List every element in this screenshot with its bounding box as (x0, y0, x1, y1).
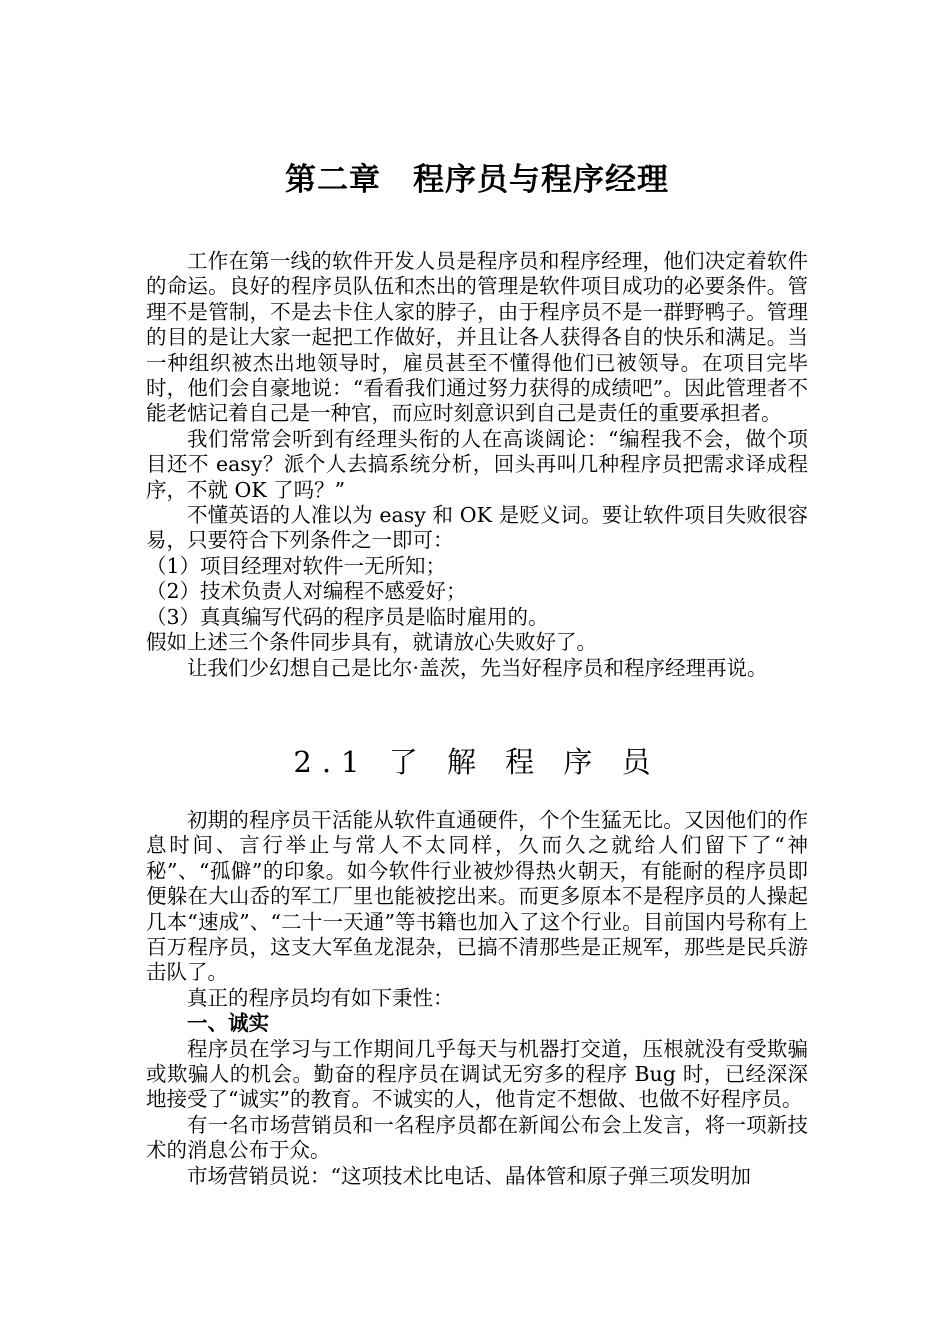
intro-paragraph-5: 让我们少幻想自己是比尔·盖茨，先当好程序员和程序经理再说。 (187, 655, 768, 680)
section-body (146, 808, 808, 1189)
intro-paragraph-4: 假如上述三个条件同步具有，就请放心失败好了。 (146, 630, 597, 655)
condition-item-2: （2）技术负责人对编程不感爱好； (146, 579, 467, 604)
condition-item-1: （1）项目经理对软件一无所知； (146, 553, 447, 578)
section-paragraph-1: 初期的程序员干活能从软件直通硬件，个个生猛无比。又因他们的作息时间、言行举止与常人不太同样，久而久之就给人们留下了“神秘”、“孤僻”的印象。如今软件行业被炒得热火朝天，有能耐的程序员即便躲在大山岙的军工厂里也能被挖出来。而更多原本不是程序员的人操起几本“速成”、“二十一天通”等书籍也加入了这个行业。目前国内号称有上百万程序员，这支大军鱼龙混杂，已搞不清那些是正规军，那些是民兵游击队了。 (146, 808, 808, 985)
section-paragraph-5: 市场营销员说：“这项技术比电话、晶体管和原子弹三项发明加 (187, 1163, 751, 1188)
section-paragraph-3: 程序员在学习与工作期间几乎每天与机器打交道，压根就没有受欺骗或欺骗人的机会。勤奋的程序员在调试无穷多的程序 Bug 时，已经深深地接受了“诚实”的教育。不诚实的人，他肯定不想做、也做不好程序员。 (146, 1036, 808, 1112)
subheading-honesty: 一、诚实 (187, 1011, 269, 1036)
section-paragraph-4: 有一名市场营销员和一名程序员都在新闻公布会上发言，将一项新技术的消息公布于众。 (146, 1112, 808, 1163)
intro-paragraph-1: 工作在第一线的软件开发人员是程序员和程序经理，他们决定着软件的命运。良好的程序员队伍和杰出的管理是软件项目成功的必要条件。管理不是管制，不是去卡住人家的脖子，由于程序员不是一群野鸭子。管理的目的是让大家一起把工作做好，并且让各人获得各自的快乐和满足。当一种组织被杰出地领导时，雇员甚至不懂得他们已被领导。在项目完毕时，他们会自豪地说：“看看我们通过努力获得的成绩吧”。因此管理者不能老惦记着自己是一种官，而应时刻意识到自己是责任的重要承担者。 (146, 249, 808, 426)
section-paragraph-2: 真正的程序员均有如下秉性： (187, 985, 454, 1010)
section-title: 2.1 了 解 程 序 员 (293, 745, 661, 779)
intro-paragraph-2: 我们常常会听到有经理头衔的人在高谈阔论：“编程我不会，做个项目还不 easy？派个人去搞系统分析，回头再叫几种程序员把需求译成程序，不就 OK 了吗？” (146, 426, 808, 502)
chapter-title: 第二章 程序员与程序经理 (285, 162, 669, 198)
condition-item-3: （3）真真编写代码的程序员是临时雇用的。 (146, 604, 549, 629)
intro-body (146, 249, 808, 681)
intro-paragraph-3: 不懂英语的人准以为 easy 和 OK 是贬义词。要让软件项目失败很容易，只要符合下列条件之一即可： (146, 503, 808, 553)
